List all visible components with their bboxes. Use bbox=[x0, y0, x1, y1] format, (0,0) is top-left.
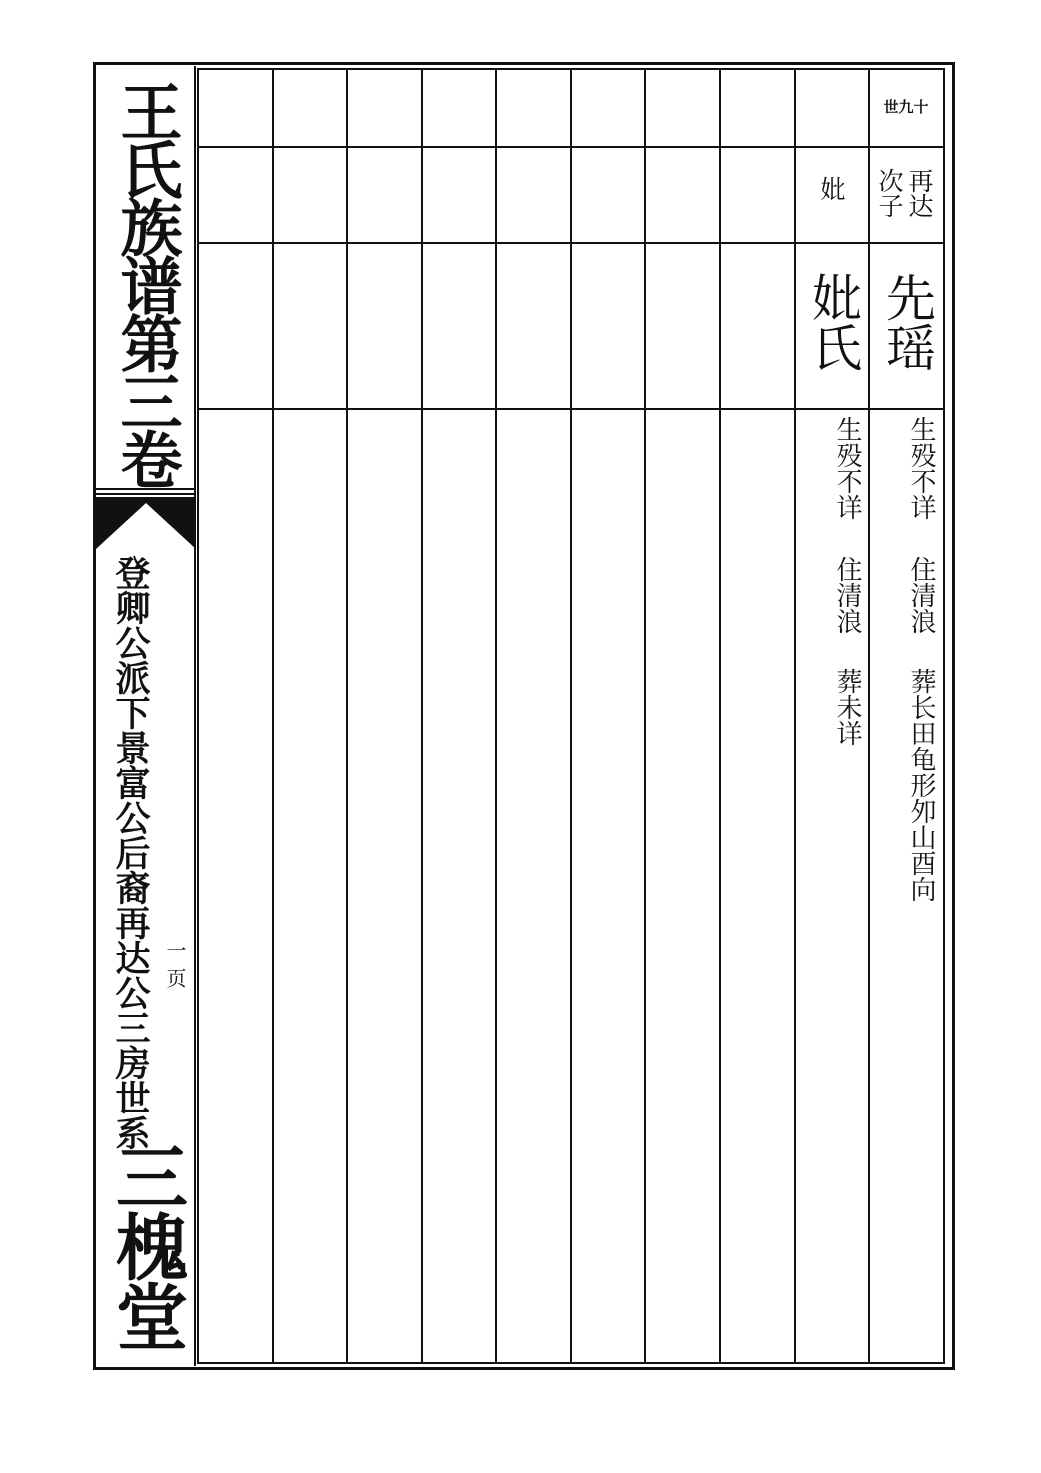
relation-order: 次子 bbox=[875, 168, 904, 218]
fishtail-mark bbox=[96, 497, 196, 549]
grid-line bbox=[198, 68, 945, 70]
spouse-lifespan: 生殁不详 bbox=[832, 416, 862, 520]
grid-line bbox=[868, 68, 870, 1364]
page-number: 一页 bbox=[163, 940, 187, 996]
grid-line bbox=[421, 68, 423, 1364]
grid-line bbox=[570, 68, 572, 1364]
grid-line bbox=[346, 68, 348, 1364]
generation-label: 世九十 bbox=[883, 98, 929, 116]
title-rule-top bbox=[96, 488, 196, 490]
title-rule-bottom bbox=[96, 493, 196, 495]
grid-line bbox=[794, 68, 796, 1364]
grid-line bbox=[495, 68, 497, 1364]
grid-line bbox=[272, 68, 274, 1364]
spouse-burial: 葬未详 bbox=[832, 668, 862, 746]
relation-father: 再达 bbox=[905, 168, 934, 218]
grid-line bbox=[198, 408, 945, 410]
spouse-residence: 住清浪 bbox=[832, 556, 862, 634]
relation-spouse: 妣 bbox=[817, 176, 846, 201]
person-lifespan: 生殁不详 bbox=[906, 416, 936, 520]
grid-line bbox=[644, 68, 646, 1364]
person-residence: 住清浪 bbox=[906, 556, 936, 634]
grid-line bbox=[719, 68, 721, 1364]
branch-title: 登卿公派下景富公后裔再达公三房世系 bbox=[110, 555, 151, 1150]
grid-line bbox=[198, 242, 945, 244]
person-name: 先瑶 bbox=[878, 272, 936, 372]
book-title: 王氏族谱第三卷 bbox=[110, 80, 183, 486]
grid-line bbox=[198, 1362, 945, 1364]
person-burial: 葬长田龟形夘山酉向 bbox=[906, 668, 936, 902]
grid-line bbox=[197, 68, 199, 1364]
grid-line bbox=[198, 146, 945, 148]
page-frame bbox=[93, 62, 955, 1370]
grid-line bbox=[943, 68, 945, 1364]
spouse-name: 妣氏 bbox=[804, 272, 862, 372]
hall-name: 三槐堂 bbox=[104, 1140, 189, 1350]
